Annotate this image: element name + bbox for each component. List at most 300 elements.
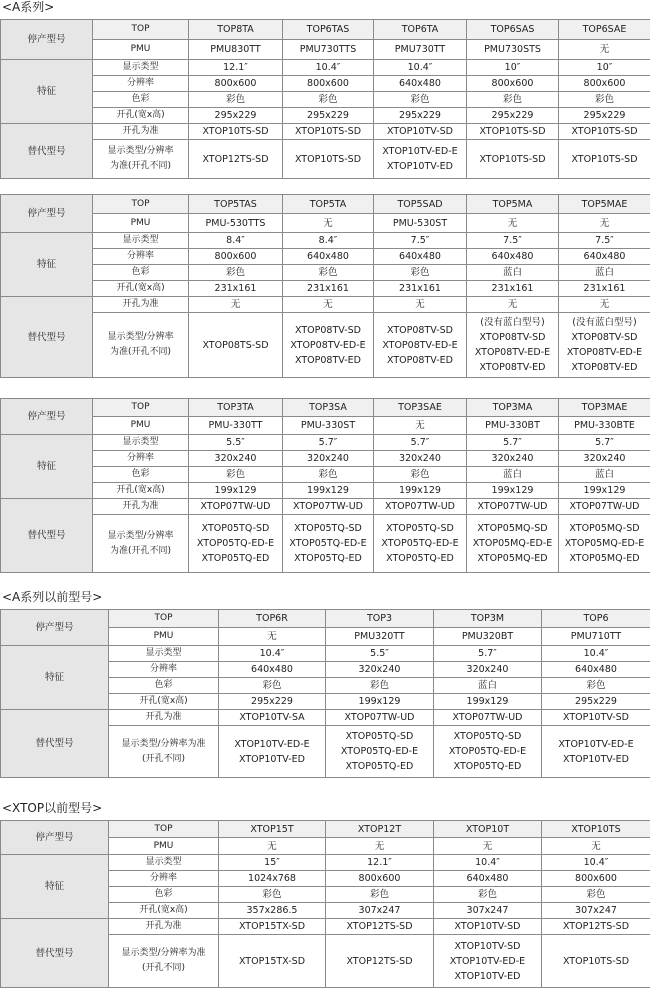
row-display-type <box>1 855 650 871</box>
spec-table <box>0 820 650 988</box>
replace-display-label <box>109 935 219 988</box>
pmu-model: 无 <box>434 838 542 855</box>
text-line: XTOP10TS-SD <box>479 153 546 165</box>
replacement-models <box>559 140 650 179</box>
color-label: 色彩 <box>93 467 189 483</box>
replacement-model: XTOP10TS-SD <box>467 124 559 140</box>
text-line: XTOP05TQ-ED-E <box>196 538 275 549</box>
text-line: XTOP05MQ-ED <box>569 553 640 564</box>
replacement-model: XTOP12TS-SD <box>326 919 434 935</box>
top-label: TOP <box>109 821 219 838</box>
resolution-value: 320x240 <box>374 451 467 467</box>
resolution-value: 640x480 <box>467 249 559 265</box>
text-line: 为准(开孔不同) <box>109 161 172 171</box>
color-label: 色彩 <box>109 678 219 694</box>
resolution-value: 640x480 <box>559 249 650 265</box>
replacement-model: XTOP10TV-SD <box>434 919 542 935</box>
color-value: 彩色 <box>374 92 467 108</box>
resolution-value: 800x600 <box>559 76 650 92</box>
top-model: XTOP10T <box>434 821 542 838</box>
text-line: XTOP10TV-SD <box>454 940 521 952</box>
display-type-value: 7.5″ <box>374 233 467 249</box>
color-value: 彩色 <box>559 92 650 108</box>
replace-cutout-label: 开孔为准 <box>93 124 189 140</box>
text-line: XTOP10TV-ED <box>454 970 521 982</box>
replace-display-label <box>93 313 189 378</box>
section-heading: <A系列以前型号> <box>2 590 103 604</box>
text-line: XTOP08TV-SD <box>571 332 638 343</box>
replacement-label: 替代型号 <box>1 297 93 378</box>
row-display-type <box>1 435 650 451</box>
display-type-value: 12.1″ <box>326 855 434 871</box>
row-resolution <box>1 76 650 92</box>
row-replace-display <box>1 515 650 573</box>
spec-table <box>0 194 650 378</box>
text-line: XTOP08TS-SD <box>202 339 269 351</box>
pmu-model: PMU-330BT <box>467 417 559 435</box>
discontinued-label: 停产型号 <box>1 195 93 233</box>
color-value: 彩色 <box>542 678 650 694</box>
row-replace-cutout <box>1 124 650 140</box>
cutout-size-value: 199x129 <box>283 483 374 499</box>
pmu-model: PMU830TT <box>189 40 283 60</box>
text-line: XTOP10TV-ED <box>239 753 305 765</box>
row-color <box>1 92 650 108</box>
top-model: TOP3MAE <box>559 399 650 417</box>
replacement-model: 无 <box>559 297 650 313</box>
cutout-size-value: 231x161 <box>559 281 650 297</box>
cutout-size-value: 295x229 <box>559 108 650 124</box>
top-label: TOP <box>109 610 219 628</box>
pmu-model: PMU-530ST <box>374 214 467 233</box>
text-line: XTOP05MQ-ED-E <box>564 538 645 549</box>
top-model: TOP5MAE <box>559 195 650 214</box>
color-value: 彩色 <box>219 678 326 694</box>
color-value: 彩色 <box>283 92 374 108</box>
display-type-value: 10.4″ <box>542 646 650 662</box>
pmu-model: PMU-530TTS <box>189 214 283 233</box>
display-type-value: 5.7″ <box>283 435 374 451</box>
resolution-value: 800x600 <box>283 76 374 92</box>
replace-cutout-label: 开孔为准 <box>109 710 219 726</box>
color-label: 色彩 <box>93 92 189 108</box>
replacement-model: XTOP10TS-SD <box>559 124 650 140</box>
replacement-models <box>374 140 467 179</box>
display-type-value: 10.4″ <box>283 60 374 76</box>
replacement-model: 无 <box>374 297 467 313</box>
top-model: TOP6SAS <box>467 20 559 40</box>
cutout-size-value: 231x161 <box>467 281 559 297</box>
color-value: 彩色 <box>542 887 650 903</box>
text-line: XTOP05TQ-SD <box>294 523 362 534</box>
display-type-label: 显示类型 <box>93 233 189 249</box>
cutout-size-value: 199x129 <box>326 694 434 710</box>
cutout-size-value: 295x229 <box>189 108 283 124</box>
text-line: XTOP08TV-SD <box>387 324 453 336</box>
text-line: XTOP15TX-SD <box>238 955 306 967</box>
text-line: XTOP05MQ-ED-E <box>472 538 553 549</box>
top-model: TOP3M <box>434 610 542 628</box>
resolution-value: 320x240 <box>467 451 559 467</box>
display-type-value: 10″ <box>559 60 650 76</box>
text-line: XTOP05TQ-ED-E <box>448 746 527 757</box>
row-pmu <box>1 417 650 435</box>
pmu-label: PMU <box>109 838 219 855</box>
replacement-models <box>189 140 283 179</box>
replacement-model: XTOP10TV-SD <box>374 124 467 140</box>
replacement-models <box>434 935 542 988</box>
row-display-type <box>1 233 650 249</box>
text-line: XTOP05TQ-ED-E <box>289 538 367 549</box>
color-value: 蓝白 <box>467 265 559 281</box>
pmu-model: 无 <box>219 628 326 646</box>
text-line: XTOP10TS-SD <box>562 955 630 967</box>
display-type-label: 显示类型 <box>93 60 189 76</box>
spec-table <box>0 398 650 573</box>
pmu-label: PMU <box>93 40 189 60</box>
text-line: XTOP05TQ-SD <box>453 731 522 742</box>
color-value: 蓝白 <box>467 467 559 483</box>
replacement-model: XTOP10TS-SD <box>283 124 374 140</box>
pmu-model: PMU-330TT <box>189 417 283 435</box>
display-type-value: 15″ <box>219 855 326 871</box>
replacement-models <box>374 313 467 378</box>
feature-label: 特征 <box>1 60 93 124</box>
text-line: 显示类型/分辨率 <box>107 530 174 541</box>
cutout-size-label: 开孔(宽x高) <box>93 281 189 297</box>
pmu-label: PMU <box>93 417 189 435</box>
text-line: XTOP08TV-ED <box>479 362 546 373</box>
replace-cutout-label: 开孔为准 <box>93 499 189 515</box>
top-model: TOP3TA <box>189 399 283 417</box>
color-value: 彩色 <box>467 92 559 108</box>
pmu-model: 无 <box>326 838 434 855</box>
pmu-model: 无 <box>559 214 650 233</box>
top-model: TOP6TAS <box>283 20 374 40</box>
feature-label: 特征 <box>1 435 93 499</box>
color-value: 彩色 <box>434 887 542 903</box>
resolution-value: 800x600 <box>189 76 283 92</box>
cutout-size-value: 199x129 <box>559 483 650 499</box>
display-type-value: 5.5″ <box>189 435 283 451</box>
replacement-model: XTOP10TS-SD <box>189 124 283 140</box>
top-model: TOP5TA <box>283 195 374 214</box>
replacement-model: 无 <box>189 297 283 313</box>
replacement-models <box>189 313 283 378</box>
text-line: (开孔不同) <box>141 753 186 764</box>
pmu-model: 无 <box>374 417 467 435</box>
color-value: 彩色 <box>326 887 434 903</box>
color-label: 色彩 <box>93 265 189 281</box>
replacement-model: XTOP07TW-UD <box>467 499 559 515</box>
replacement-model: XTOP07TW-UD <box>374 499 467 515</box>
text-line: (没有蓝白型号) <box>572 317 637 328</box>
replacement-models <box>467 140 559 179</box>
pmu-model: PMU-330ST <box>283 417 374 435</box>
replacement-label: 替代型号 <box>1 710 109 778</box>
row-replace-cutout <box>1 297 650 313</box>
discontinued-label: 停产型号 <box>1 20 93 60</box>
resolution-label: 分辨率 <box>93 249 189 265</box>
cutout-size-label: 开孔(宽x高) <box>93 108 189 124</box>
replacement-models <box>283 313 374 378</box>
pmu-model: PMU-330BTE <box>559 417 650 435</box>
pmu-model: 无 <box>219 838 326 855</box>
replacement-label: 替代型号 <box>1 499 93 573</box>
color-value: 蓝白 <box>559 265 650 281</box>
display-type-value: 5.7″ <box>434 646 542 662</box>
text-line: XTOP10TV-ED <box>387 161 453 172</box>
cutout-size-value: 295x229 <box>542 694 650 710</box>
text-line: XTOP08TV-ED-E <box>382 339 458 351</box>
row-replace-display <box>1 140 650 179</box>
resolution-value: 640x480 <box>374 76 467 92</box>
row-display-type <box>1 60 650 76</box>
row-cutout-size <box>1 108 650 124</box>
replacement-models <box>283 515 374 573</box>
replace-display-label <box>109 726 219 778</box>
pmu-model: PMU320BT <box>434 628 542 646</box>
feature-label: 特征 <box>1 233 93 297</box>
feature-label: 特征 <box>1 646 109 710</box>
pmu-label: PMU <box>93 214 189 233</box>
color-value: 彩色 <box>326 678 434 694</box>
replace-cutout-label: 开孔为准 <box>93 297 189 313</box>
resolution-value: 800x600 <box>326 871 434 887</box>
top-model: TOP3 <box>326 610 434 628</box>
row-replace-cutout <box>1 499 650 515</box>
text-line: XTOP05TQ-ED <box>294 553 362 564</box>
display-type-value: 8.4″ <box>189 233 283 249</box>
resolution-label: 分辨率 <box>109 662 219 678</box>
cutout-size-label: 开孔(宽x高) <box>109 694 219 710</box>
text-line: (开孔不同) <box>141 963 186 973</box>
text-line: XTOP10TV-ED-E <box>234 738 310 750</box>
top-model: TOP3MA <box>467 399 559 417</box>
resolution-value: 800x600 <box>189 249 283 265</box>
display-type-value: 10.4″ <box>374 60 467 76</box>
cutout-size-value: 231x161 <box>283 281 374 297</box>
cutout-size-value: 295x229 <box>283 108 374 124</box>
text-line: XTOP08TV-SD <box>295 324 361 336</box>
top-model: TOP5MA <box>467 195 559 214</box>
text-line: XTOP10TV-ED-E <box>382 146 458 157</box>
resolution-value: 320x240 <box>326 662 434 678</box>
replacement-model: XTOP07TW-UD <box>434 710 542 726</box>
replacement-label: 替代型号 <box>1 919 109 988</box>
cutout-size-label: 开孔(宽x高) <box>93 483 189 499</box>
cutout-size-value: 199x129 <box>467 483 559 499</box>
replacement-model: 无 <box>467 297 559 313</box>
section-heading: <XTOP以前型号> <box>2 801 103 815</box>
resolution-label: 分辨率 <box>93 76 189 92</box>
replacement-models <box>467 515 559 573</box>
replacement-model: XTOP12TS-SD <box>542 919 650 935</box>
row-pmu <box>1 40 650 60</box>
top-model: TOP6SAE <box>559 20 650 40</box>
row-pmu <box>1 214 650 233</box>
cutout-size-value: 357x286.5 <box>219 903 326 919</box>
display-type-value: 10″ <box>467 60 559 76</box>
text-line: XTOP12TS-SD <box>202 153 269 165</box>
row-color <box>1 467 650 483</box>
text-line: XTOP08TV-ED <box>295 354 361 366</box>
text-line: XTOP10TV-ED <box>563 753 629 765</box>
cutout-size-label: 开孔(宽x高) <box>109 903 219 919</box>
display-type-value: 10.4″ <box>542 855 650 871</box>
display-type-value: 10.4″ <box>434 855 542 871</box>
top-model: TOP8TA <box>189 20 283 40</box>
top-model: TOP5TAS <box>189 195 283 214</box>
replacement-model: XTOP10TV-SA <box>219 710 326 726</box>
display-type-value: 8.4″ <box>283 233 374 249</box>
cutout-size-value: 199x129 <box>434 694 542 710</box>
color-value: 彩色 <box>189 92 283 108</box>
pmu-model: PMU730TTS <box>283 40 374 60</box>
resolution-value: 320x240 <box>283 451 374 467</box>
pmu-model: PMU320TT <box>326 628 434 646</box>
display-type-value: 5.7″ <box>467 435 559 451</box>
text-line: (没有蓝白型号) <box>480 317 545 328</box>
text-line: XTOP08TV-ED <box>387 354 453 366</box>
discontinued-label: 停产型号 <box>1 610 109 646</box>
top-model: TOP6R <box>219 610 326 628</box>
row-replace-cutout <box>1 710 650 726</box>
discontinued-label: 停产型号 <box>1 399 93 435</box>
cutout-size-value: 199x129 <box>374 483 467 499</box>
color-label: 色彩 <box>109 887 219 903</box>
text-line: XTOP08TV-ED-E <box>290 339 366 351</box>
top-model: TOP6 <box>542 610 650 628</box>
text-line: 为准(开孔不同) <box>109 347 172 357</box>
top-model: TOP3SA <box>283 399 374 417</box>
text-line: 为准(开孔不同) <box>109 545 172 556</box>
row-cutout-size <box>1 483 650 499</box>
text-line: XTOP10TV-ED-E <box>449 955 526 967</box>
text-line: XTOP05TQ-ED <box>386 553 454 564</box>
spec-table <box>0 609 650 778</box>
feature-label: 特征 <box>1 855 109 919</box>
color-value: 彩色 <box>374 467 467 483</box>
top-model: XTOP10TS <box>542 821 650 838</box>
resolution-value: 640x480 <box>542 662 650 678</box>
cutout-size-value: 307x247 <box>542 903 650 919</box>
row-replace-cutout <box>1 919 650 935</box>
replacement-models <box>326 935 434 988</box>
color-value: 彩色 <box>374 265 467 281</box>
display-type-value: 5.5″ <box>326 646 434 662</box>
replacement-model: 无 <box>283 297 374 313</box>
replacement-model: XTOP07TW-UD <box>189 499 283 515</box>
row-top <box>1 20 650 40</box>
replacement-models <box>283 140 374 179</box>
cutout-size-value: 199x129 <box>189 483 283 499</box>
row-display-type <box>1 646 650 662</box>
row-resolution <box>1 451 650 467</box>
replacement-models <box>189 515 283 573</box>
row-resolution <box>1 249 650 265</box>
top-model: TOP3SAE <box>374 399 467 417</box>
replacement-models <box>434 726 542 778</box>
resolution-value: 1024x768 <box>219 871 326 887</box>
text-line: XTOP10TV-ED-E <box>558 738 634 750</box>
replacement-models <box>542 935 650 988</box>
color-value: 彩色 <box>189 467 283 483</box>
color-value: 蓝白 <box>559 467 650 483</box>
replacement-model: XTOP07TW-UD <box>559 499 650 515</box>
row-cutout-size <box>1 281 650 297</box>
row-color <box>1 265 650 281</box>
color-value: 蓝白 <box>434 678 542 694</box>
replacement-models <box>559 313 650 378</box>
display-type-value: 12.1″ <box>189 60 283 76</box>
cutout-size-value: 231x161 <box>189 281 283 297</box>
row-top <box>1 195 650 214</box>
display-type-value: 5.7″ <box>374 435 467 451</box>
pmu-model: PMU710TT <box>542 628 650 646</box>
row-top <box>1 821 650 838</box>
cutout-size-value: 307x247 <box>326 903 434 919</box>
replacement-models <box>374 515 467 573</box>
replacement-model: XTOP15TX-SD <box>219 919 326 935</box>
resolution-value: 320x240 <box>559 451 650 467</box>
text-line: XTOP08TV-SD <box>479 332 546 343</box>
discontinued-label: 停产型号 <box>1 821 109 855</box>
top-model: TOP5SAD <box>374 195 467 214</box>
cutout-size-value: 307x247 <box>434 903 542 919</box>
display-type-value: 7.5″ <box>467 233 559 249</box>
text-line: XTOP05MQ-ED <box>477 553 548 564</box>
resolution-value: 640x480 <box>283 249 374 265</box>
text-line: XTOP10TS-SD <box>294 153 362 165</box>
replace-cutout-label: 开孔为准 <box>109 919 219 935</box>
display-type-value: 5.7″ <box>559 435 650 451</box>
replacement-models <box>559 515 650 573</box>
text-line: XTOP05TQ-ED-E <box>381 538 459 549</box>
text-line: XTOP05TQ-ED <box>345 761 414 772</box>
text-line: 显示类型/分辨率为准 <box>121 738 206 749</box>
text-line: XTOP05TQ-ED-E <box>340 746 419 757</box>
display-type-label: 显示类型 <box>109 855 219 871</box>
section-heading: <A系列> <box>2 0 55 14</box>
text-line: XTOP08TV-ED <box>571 362 638 373</box>
resolution-value: 800x600 <box>542 871 650 887</box>
row-top <box>1 610 650 628</box>
display-type-value: 10.4″ <box>219 646 326 662</box>
color-value: 彩色 <box>189 265 283 281</box>
resolution-value: 640x480 <box>374 249 467 265</box>
pmu-model: 无 <box>283 214 374 233</box>
display-type-label: 显示类型 <box>93 435 189 451</box>
top-model: TOP6TA <box>374 20 467 40</box>
text-line: XTOP10TS-SD <box>571 153 638 165</box>
text-line: XTOP05TQ-SD <box>201 523 270 534</box>
top-label: TOP <box>93 20 189 40</box>
resolution-value: 640x480 <box>219 662 326 678</box>
pmu-model: PMU730TT <box>374 40 467 60</box>
replacement-label: 替代型号 <box>1 124 93 179</box>
replacement-models <box>326 726 434 778</box>
display-type-value: 7.5″ <box>559 233 650 249</box>
pmu-model: 无 <box>467 214 559 233</box>
replacement-model: XTOP07TW-UD <box>326 710 434 726</box>
pmu-model: 无 <box>542 838 650 855</box>
pmu-label: PMU <box>109 628 219 646</box>
text-line: XTOP05TQ-ED <box>201 553 270 564</box>
replacement-models <box>219 935 326 988</box>
replacement-models <box>542 726 650 778</box>
top-label: TOP <box>93 399 189 417</box>
